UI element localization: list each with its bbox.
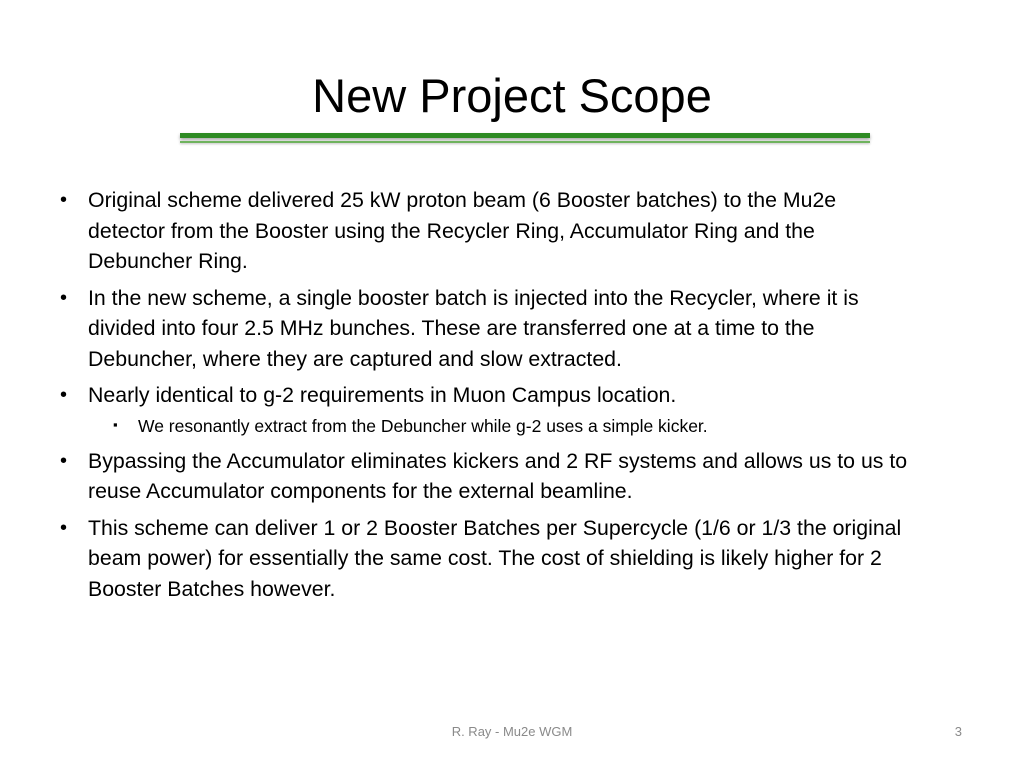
footer-author: R. Ray - Mu2e WGM xyxy=(451,724,573,739)
sub-bullet-text: We resonantly extract from the Debuncher while g-2 uses a simple kicker. xyxy=(138,415,708,436)
sub-bullet-marker: ▪ xyxy=(113,416,118,432)
bullet-text: Original scheme delivered 25 kW proton beam (6 Booster batches) to the Mu2e detector from the Booster using the Recycler Ring, Accumulator Ring and the Debuncher Ring. xyxy=(88,188,837,273)
slide-title: New Project Scope xyxy=(312,69,712,122)
bullet-item xyxy=(58,283,918,375)
bullet-marker: • xyxy=(60,286,68,309)
page-number: 3 xyxy=(954,724,962,739)
bullet-marker: • xyxy=(60,384,68,406)
bullet-text: Nearly identical to g-2 requirements in Muon Campus location. xyxy=(88,383,677,407)
bullet-text: Bypassing the Accumulator eliminates kickers and 2 RF systems and allows us to us to reuse Accumulator components for the external beamline. xyxy=(88,448,908,503)
title-underline-thin xyxy=(180,141,870,143)
bullet-text: This scheme can deliver 1 or 2 Booster Batches per Supercycle (1/6 or 1/3 the original beam power) for essentially the same cost. The cost of shielding is likely higher for 2 Booster Batches however. xyxy=(88,515,902,601)
bullet-item xyxy=(58,380,918,411)
bullet-marker: • xyxy=(60,516,68,539)
bullet-text: In the new scheme, a single booster batch is injected into the Recycler, where it is divided into four 2.5 MHz bunches. These are transferred one at a time to the Debuncher, where they are captured and slow extracted. xyxy=(88,285,859,371)
bullet-item xyxy=(58,185,918,277)
bullet-item xyxy=(58,446,918,507)
bullet-item xyxy=(58,513,918,605)
bullet-marker: • xyxy=(60,449,68,472)
title-underline xyxy=(180,133,870,145)
title-underline-thick xyxy=(180,133,870,138)
sub-bullet-item xyxy=(113,414,918,438)
bullet-marker: • xyxy=(60,189,68,211)
bullet-list xyxy=(58,185,918,610)
